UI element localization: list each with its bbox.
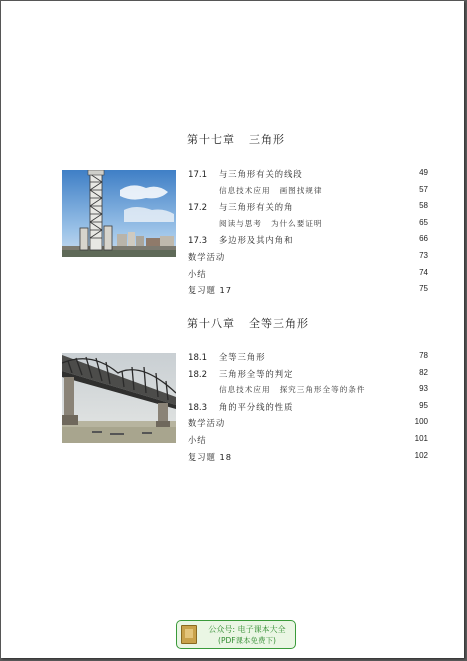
toc-entry-review[interactable]: 复习题 18 102: [188, 450, 428, 462]
page-number: 74: [419, 267, 428, 277]
toc-entry-17-1[interactable]: 17.1 与三角形有关的线段 49: [188, 168, 428, 180]
tower-photo: [62, 170, 176, 257]
document-page: [1, 1, 464, 658]
toc-entry-review[interactable]: 复习题 17 75: [188, 284, 428, 296]
page-number: 82: [419, 367, 428, 377]
chapter-18-title: 全等三角形: [249, 317, 309, 330]
toc-entry-math-activity[interactable]: 数学活动 100: [188, 417, 428, 429]
book-icon: [181, 625, 197, 644]
chapter-18-number: 第十八章: [187, 317, 235, 330]
page-number: 73: [419, 250, 428, 260]
page-number: 78: [419, 351, 428, 360]
toc-entry-summary[interactable]: 小结 74: [188, 267, 428, 279]
toc-entry-math-activity[interactable]: 数学活动 73: [188, 250, 428, 262]
chapter-17-title: 三角形: [249, 133, 285, 146]
page-number: 101: [414, 433, 428, 443]
toc-entry-18-3[interactable]: 18.3 角的平分线的性质 95: [188, 400, 428, 413]
page-number: 65: [419, 217, 428, 227]
toc-entry-17-2[interactable]: 17.2 与三角形有关的角 58: [188, 201, 428, 214]
page-number: 102: [414, 450, 428, 460]
watermark-line-2: (PDF课本免费下): [218, 636, 276, 645]
chapter-17-toc: [188, 168, 428, 301]
toc-entry-18-2[interactable]: 18.2 三角形全等的判定 82: [188, 367, 428, 380]
page-number: 95: [419, 400, 428, 410]
page-number: 100: [414, 417, 428, 427]
chapter-18-toc: [188, 351, 428, 467]
toc-subentry[interactable]: 信息技术应用 画图找规律 57: [219, 184, 428, 195]
chapter-17-number: 第十七章: [187, 133, 235, 146]
watermark-badge: [176, 620, 296, 649]
toc-subentry[interactable]: 阅读与思考 为什么要证明 65: [219, 217, 428, 228]
toc-entry-18-1[interactable]: 18.1 全等三角形 78: [188, 351, 428, 363]
toc-entry-17-3[interactable]: 17.3 多边形及其内角和 66: [188, 234, 428, 247]
page-number: 49: [419, 168, 428, 177]
toc-entry-summary[interactable]: 小结 101: [188, 433, 428, 445]
page-number: 93: [419, 384, 428, 394]
page-number: 75: [419, 284, 428, 294]
page-number: 57: [419, 184, 428, 194]
chapter-18-heading: [187, 315, 309, 331]
watermark-line-1: 公众号: 电子课本大全: [208, 625, 286, 634]
chapter-17-heading: [187, 131, 285, 147]
bridge-photo: [62, 353, 176, 443]
page-number: 58: [419, 201, 428, 211]
toc-subentry[interactable]: 信息技术应用 探究三角形全等的条件 93: [219, 384, 428, 395]
page-number: 66: [419, 234, 428, 244]
